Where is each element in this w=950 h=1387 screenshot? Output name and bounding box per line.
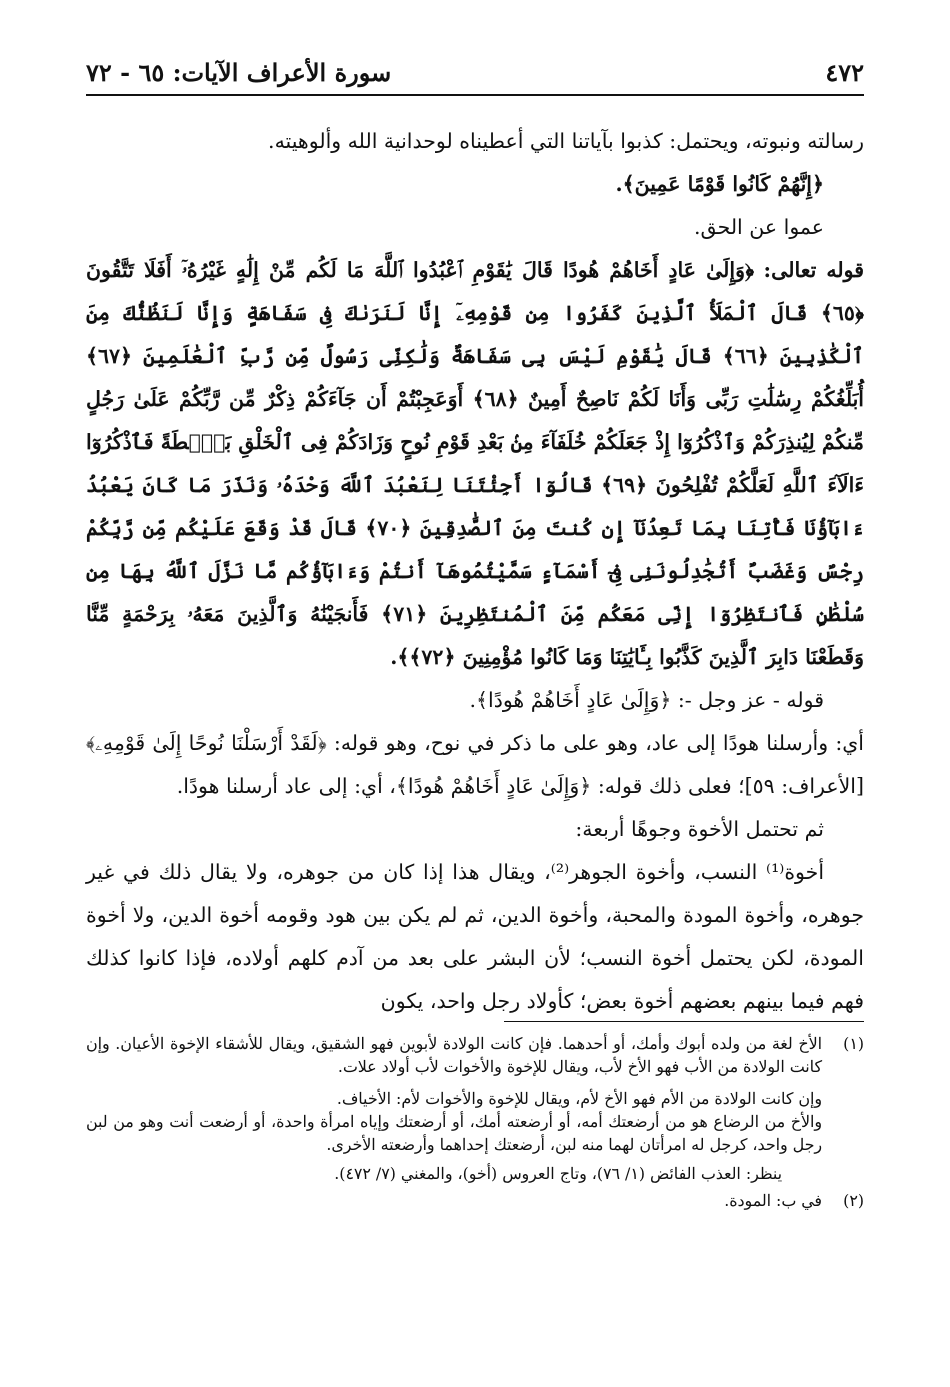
paragraph-3: عموا عن الحق. [693, 215, 824, 239]
main-text [86, 120, 864, 1023]
footnote-1-part-b: وإن كانت الولادة من الأم فهو الأخ لأم، ويقال للإخوة والأخوات لأم: الأخياف. [336, 1089, 822, 1108]
footnote-2-text: في ب: المودة. [724, 1191, 822, 1210]
paragraph-8: أخوة⁽¹⁾ النسب، وأخوة الجوهر⁽²⁾، ويقال هذا إذا كان من جوهره، ولا يقال ذلك في غير جوهره، وأخوة المودة والمحبة، وأخوة الدين، ثم لم يكن بين هود وقومه أخوة الدين، ولا أخوة المودة، لكن يحتمل أخوة النسب؛ لأن البشر على بعد من آدم كلهم أولاده، فإذا كانوا كذلك فهم فيما بينهم بعضهم أخوة بعض؛ كأولاد رجل واحد، يكون [86, 860, 864, 1013]
footnote-2-number: (٢) [843, 1191, 864, 1210]
page-header [86, 54, 864, 96]
footnote-1-part-a: الأخ لغة من ولده أبوك وأمك، أو أحدهما. فإن كانت الولادة لأبوين فهو الشقيق، ويقال للأشقاء الإخوة الأعيان. وإن كانت الولادة من الأب فهو الأخ لأب، ويقال للإخوة والأخوات لأب أولاد علات. [86, 1034, 822, 1076]
paragraph-5: قوله - عز وجل -: ﴿وَإِلَىٰ عَادٍ أَخَاهُمْ هُودًا﴾. [469, 688, 824, 712]
footnote-1 [86, 1032, 864, 1185]
footnote-1-part-c: والأخ من الرضاع هو من أرضعتك أمه، أو أرضعته أمك، أو أرضعتك وإياه امرأة واحدة، أو أرضعت أنت وهو من لبن رجل واحد، كرجل له امرأتان لهما منه لبن، أرضعتك إحداهما وأرضعته الأخرى. [86, 1112, 822, 1154]
quran-verses-65-72: ﴿وَإِلَىٰ عَادٍ أَخَاهُمْ هُودًا قَالَ يَٰقَوْمِ ٱعْبُدُوا ٱللَّهَ مَا لَكُم مِّنْ إِلَٰهٍ غَيْرُهُۥٓ أَفَلَا تَتَّقُونَ ﴿٦٥﴾ قَالَ ٱلْمَلَأُ ٱلَّذِينَ كَفَرُوا مِن قَوْمِهِۦٓ إِنَّا لَنَرَىٰكَ فِى سَفَاهَةٍ وَإِنَّا لَنَظُنُّكَ مِنَ ٱلْكَٰذِبِينَ ﴿٦٦﴾ قَالَ يَٰقَوْمِ لَيْسَ بِى سَفَاهَةٌ وَلَٰكِنِّى رَسُولٌ مِّن رَّبِّ ٱلْعَٰلَمِينَ ﴿٦٧﴾ أُبَلِّغُكُمْ رِسَٰلَٰتِ رَبِّى وَأَنَا لَكُمْ نَاصِحٌ أَمِينٌ ﴿٦٨﴾ أَوَعَجِبْتُمْ أَن جَآءَكُمْ ذِكْرٌ مِّن رَّبِّكُمْ عَلَىٰ رَجُلٍ مِّنكُمْ لِيُنذِرَكُمْ وَٱذْكُرُوٓا إِذْ جَعَلَكُمْ خُلَفَآءَ مِنۢ بَعْدِ قَوْمِ نُوحٍ وَزَادَكُمْ فِى ٱلْخَلْقِ بَصْۜطَةً فَٱذْكُرُوٓا ءَالَآءَ ٱللَّهِ لَعَلَّكُمْ تُفْلِحُونَ ﴿٦٩﴾ قَالُوٓا أَجِئْتَنَا لِنَعْبُدَ ٱللَّهَ وَحْدَهُۥ وَنَذَرَ مَا كَانَ يَعْبُدُ ءَابَآؤُنَا فَأْتِنَا بِمَا تَعِدُنَآ إِن كُنتَ مِنَ ٱلصَّٰدِقِينَ ﴿٧٠﴾ قَالَ قَدْ وَقَعَ عَلَيْكُم مِّن رَّبِّكُمْ رِجْسٌ وَغَضَبٌ أَتُجَٰدِلُونَنِى فِىٓ أَسْمَآءٍ سَمَّيْتُمُوهَآ أَنتُمْ وَءَابَآؤُكُم مَّا نَزَّلَ ٱللَّهُ بِهَا مِن سُلْطَٰنٍ فَٱنتَظِرُوٓا إِنِّى مَعَكُم مِّنَ ٱلْمُنتَظِرِينَ ﴿٧١﴾ فَأَنجَيْنَٰهُ وَٱلَّذِينَ مَعَهُۥ بِرَحْمَةٍ مِّنَّا وَقَطَعْنَا دَابِرَ ٱلَّذِينَ كَذَّبُوا بِـَٔايَٰتِنَا وَمَا كَانُوا مُؤْمِنِينَ ﴿٧٢﴾﴾. [86, 258, 865, 669]
quran-quote-1: ﴿إِنَّهُمْ كَانُوا قَوْمًا عَمِينَ﴾. [615, 172, 824, 196]
page-number: ٤٧٢ [825, 58, 864, 87]
footnote-1-citation: ينظر: العذب الفائض (١/ ٧٦)، وتاج العروس (أخو)، والمغني (٧/ ٤٧٢). [334, 1164, 782, 1183]
paragraph-1: رسالته ونبوته، ويحتمل: كذبوا بآياتنا التي أعطيناه لوحدانية الله وألوهيته. [268, 129, 864, 153]
verses-paragraph [86, 249, 864, 679]
paragraph-7: ثم تحتمل الأخوة وجوهًا أربعة: [575, 817, 824, 841]
footnote-divider [504, 1021, 864, 1022]
running-title: سورة الأعراف الآيات: ٦٥ - ٧٢ [86, 58, 392, 87]
footnote-1-body [86, 1032, 822, 1185]
footnotes [86, 1021, 864, 1212]
footnote-1-number: (١) [843, 1034, 864, 1053]
paragraph-6: أي: وأرسلنا هودًا إلى عاد، وهو على ما ذكر في نوح، وهو قوله: ﴿لَقَدْ أَرْسَلْنَا نُوحًا إِلَىٰ قَوْمِهِۦ﴾ [الأعراف: ٥٩]؛ فعلى ذلك قوله: ﴿وَإِلَىٰ عَادٍ أَخَاهُمْ هُودًا﴾، أي: إلى عاد أرسلنا هودًا. [86, 731, 864, 798]
verse-intro-label: قوله تعالى: [763, 258, 864, 282]
footnote-2-body [86, 1189, 822, 1212]
footnote-2 [86, 1189, 864, 1212]
